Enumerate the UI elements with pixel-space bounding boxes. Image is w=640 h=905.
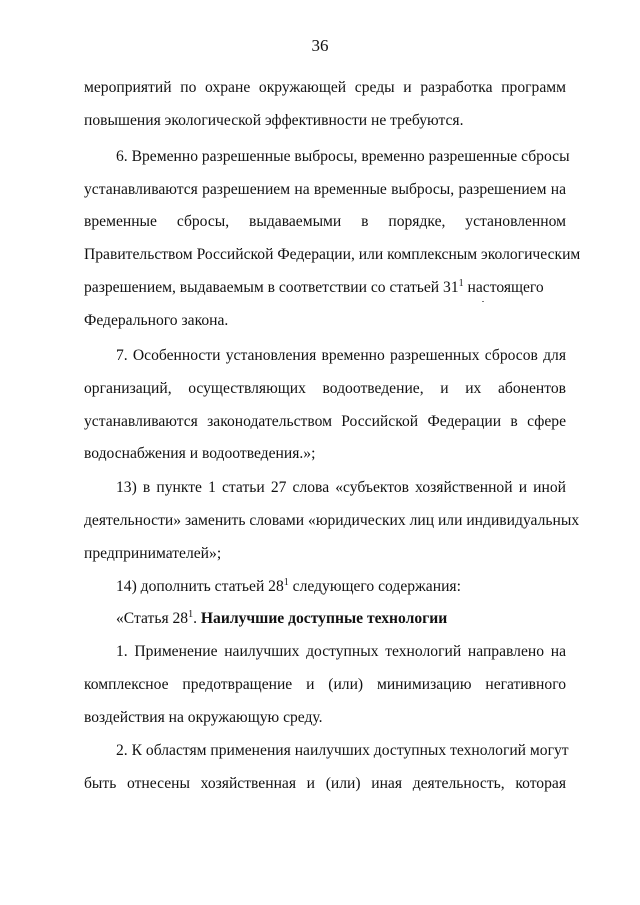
text-line-8: Федерального закона. (84, 312, 229, 329)
text-line-16 (116, 577, 566, 597)
scan-artifact (482, 301, 484, 302)
text-line-1: мероприятий по охране окружающей среды и разработка программ (84, 79, 566, 96)
text-line-15: предпринимателей»; (84, 545, 222, 562)
text-line-3: 6. Временно разрешенные выбросы, временно разрешенные сбросы (116, 148, 570, 165)
text-line-13: 13) в пункте 1 статьи 27 слова «субъектов хозяйственной и иной (116, 479, 566, 496)
text-line-6: Правительством Российской Федерации, или комплексным экологическим (84, 246, 581, 263)
text-line-18: 1. Применение наилучших доступных технологий направлено на (116, 643, 566, 660)
text-line-11: устанавливаются законодательством Российской Федерации в сфере (84, 413, 566, 430)
text-line-7-start: разрешением, выдаваемым в соответствии со статьей 31 (84, 279, 459, 296)
text-line-10: организаций, осуществляющих водоотведение, и их абонентов (84, 380, 566, 397)
text-line-9: 7. Особенности установления временно разрешенных сбросов для (116, 347, 566, 364)
text-line-19: комплексное предотвращение и (или) минимизацию негативного (84, 676, 566, 693)
article-heading-title: Наилучшие доступные технологии (200, 610, 448, 627)
text-line-12: водоснабжения и водоотведения.»; (84, 445, 316, 462)
text-line-20: воздействия на окружающую среду. (84, 709, 323, 726)
article-heading-separator: . (193, 610, 201, 627)
text-line-7-end: настоящего (463, 279, 544, 296)
text-line-4: устанавливаются разрешением на временные выбросы, разрешением на (84, 181, 566, 198)
article-heading (116, 609, 566, 629)
text-line-14: деятельности» заменить словами «юридических лиц или индивидуальных (84, 512, 580, 529)
superscript-1: 1 (458, 278, 464, 289)
superscript-2: 1 (283, 577, 289, 588)
superscript-3: 1 (188, 609, 194, 620)
text-line-2: повышения экологической эффективности не требуются. (84, 112, 464, 129)
text-line-5: временные сбросы, выдаваемыми в порядке, установленном (84, 213, 566, 230)
text-line-22: быть отнесены хозяйственная и (или) иная деятельность, которая (84, 775, 566, 792)
article-heading-label: «Статья 28 (116, 610, 189, 627)
page-number: 36 (311, 36, 329, 55)
text-line-21: 2. К областям применения наилучших доступных технологий могут (116, 742, 569, 759)
text-line-16-end: следующего содержания: (288, 578, 461, 595)
text-line-16-start: 14) дополнить статьей 28 (116, 578, 284, 595)
text-line-7 (84, 278, 566, 298)
